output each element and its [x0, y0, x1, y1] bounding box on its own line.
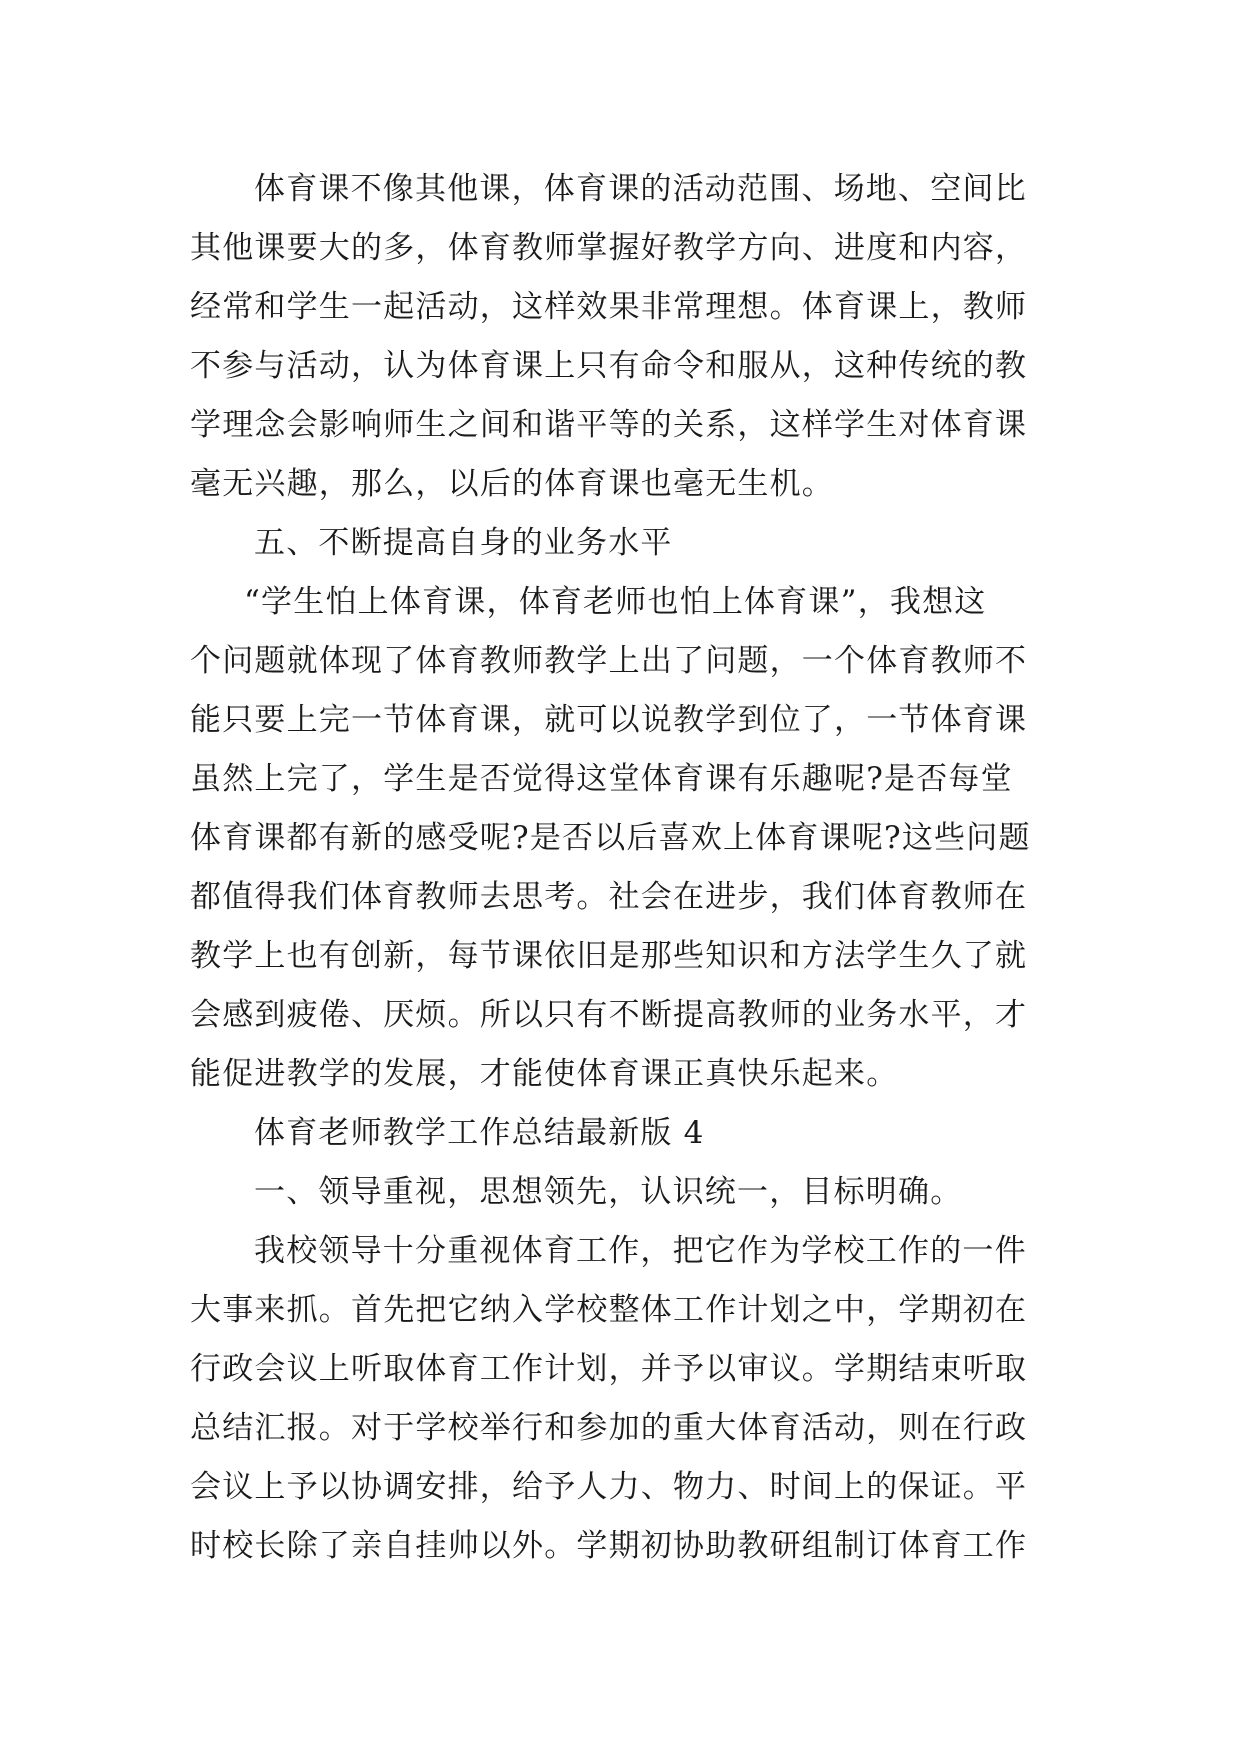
section-heading: 五、不断提高自身的业务水平	[254, 525, 673, 561]
text-line: 会议上予以协调安排，给予人力、物力、时间上的保证。平	[190, 1469, 1028, 1505]
section-heading: 一、领导重视，思想领先，认识统一，目标明确。	[254, 1174, 963, 1210]
text-line: 经常和学生一起活动，这样效果非常理想。体育课上，教师	[190, 289, 1028, 325]
text-line: “学生怕上体育课，体育老师也怕上体育课”，我想这	[244, 584, 987, 620]
text-line: 个问题就体现了体育教师教学上出了问题，一个体育教师不	[190, 643, 1028, 679]
text-line: 其他课要大的多，体育教师掌握好教学方向、进度和内容，	[190, 230, 1028, 266]
text-line: 体育课都有新的感受呢?是否以后喜欢上体育课呢?这些问题	[190, 820, 1031, 856]
text-line: 虽然上完了，学生是否觉得这堂体育课有乐趣呢?是否每堂	[190, 761, 1013, 797]
text-line: 教学上也有创新，每节课依旧是那些知识和方法学生久了就	[190, 938, 1028, 974]
text-line: 能只要上完一节体育课，就可以说教学到位了，一节体育课	[190, 702, 1028, 738]
text-line: 会感到疲倦、厌烦。所以只有不断提高教师的业务水平，才	[190, 997, 1028, 1033]
text-line: 不参与活动，认为体育课上只有命令和服从，这种传统的教	[190, 348, 1028, 384]
text-line: 毫无兴趣，那么，以后的体育课也毫无生机。	[190, 466, 834, 502]
text-line: 我校领导十分重视体育工作，把它作为学校工作的一件	[254, 1233, 1027, 1269]
text-line: 行政会议上听取体育工作计划，并予以审议。学期结束听取	[190, 1351, 1028, 1387]
text-line: 学理念会影响师生之间和谐平等的关系，这样学生对体育课	[190, 407, 1028, 443]
text-line: 都值得我们体育教师去思考。社会在进步，我们体育教师在	[190, 879, 1028, 915]
text-line: 体育课不像其他课，体育课的活动范围、场地、空间比	[254, 171, 1027, 207]
text-line: 总结汇报。对于学校举行和参加的重大体育活动，则在行政	[190, 1410, 1028, 1446]
text-line: 能促进教学的发展，才能使体育课正真快乐起来。	[190, 1056, 899, 1092]
text-line: 大事来抓。首先把它纳入学校整体工作计划之中，学期初在	[190, 1292, 1028, 1328]
document-title: 体育老师教学工作总结最新版 4	[254, 1115, 705, 1151]
text-line: 时校长除了亲自挂帅以外。学期初协助教研组制订体育工作	[190, 1528, 1028, 1564]
document-body	[190, 160, 1060, 1576]
